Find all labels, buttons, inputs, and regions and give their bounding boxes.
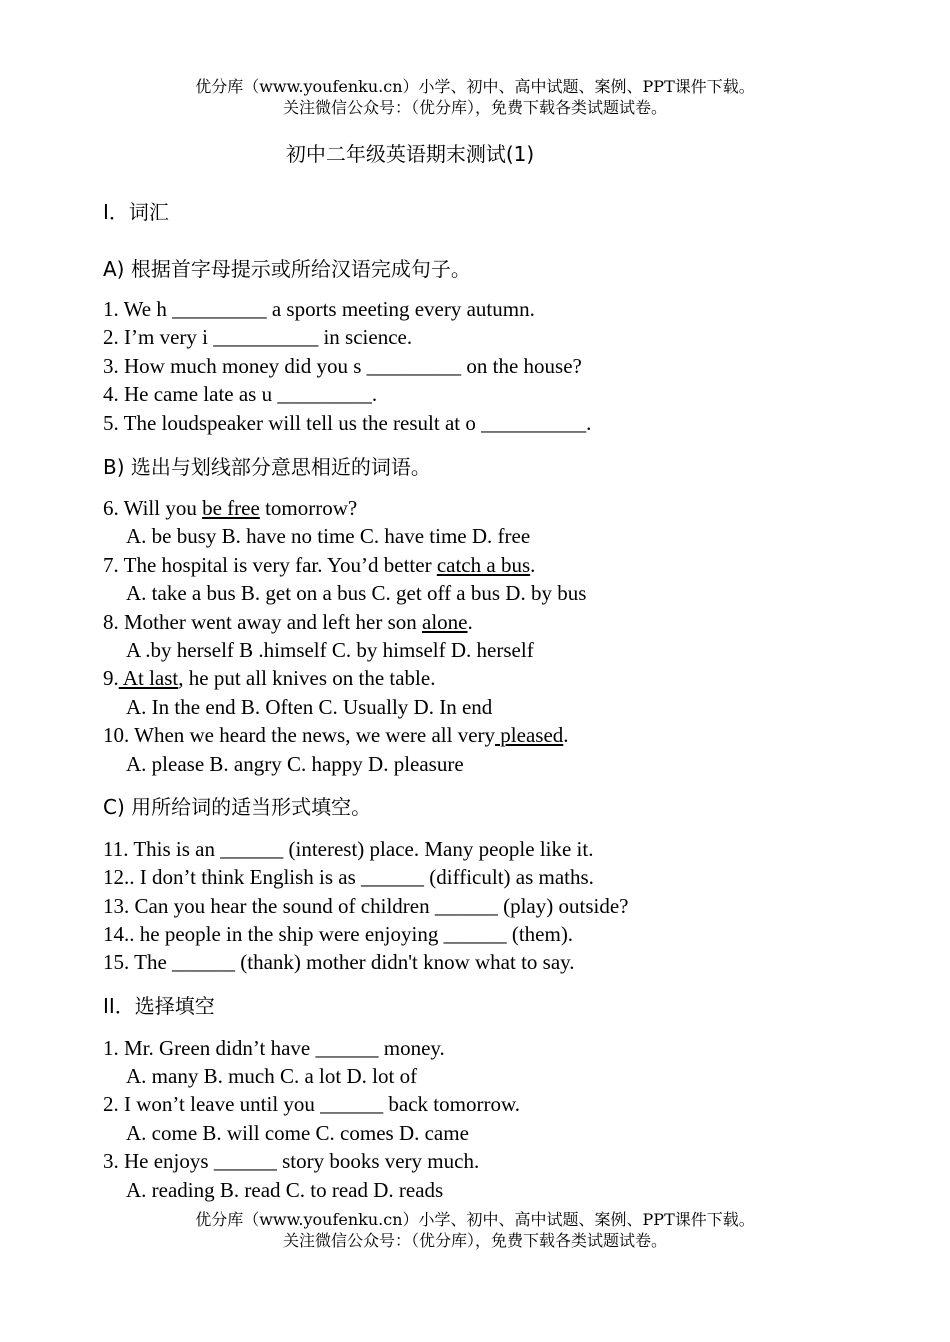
section-b-heading: B) 选出与划线部分意思相近的词语。: [103, 455, 431, 479]
question-8-options: A .by herself B .himself C. by himself D. herself: [126, 638, 534, 662]
question-text: 6. Will you: [103, 496, 203, 520]
question-10-options: A. please B. angry C. happy D. pleasure: [126, 752, 464, 776]
question-text: .: [467, 610, 473, 634]
question-7: [103, 552, 535, 578]
question-text: 7. The hospital is very far. You’d better: [103, 553, 437, 577]
section-c-heading: C) 用所给词的适当形式填空。: [103, 795, 372, 819]
question-text: 10. When we heard the news, we were all very: [103, 723, 496, 747]
underlined-phrase: be free: [202, 496, 260, 520]
question-11: 11. This is an ______ (interest) place. Many people like it.: [103, 837, 594, 861]
question-text: .: [563, 723, 569, 747]
mc-question-3: 3. He enjoys ______ story books very much.: [103, 1149, 480, 1173]
question-6: [103, 495, 357, 521]
question-7-options: A. take a bus B. get on a bus C. get off a bus D. by bus: [126, 581, 587, 605]
question-13: 13. Can you hear the sound of children ______ (play) outside?: [103, 894, 629, 918]
question-text: .: [530, 553, 536, 577]
header-line-2: 关注微信公众号：（优分库），免费下载各类试题试卷。: [282, 98, 667, 117]
mc-question-1-options: A. many B. much C. a lot D. lot of: [126, 1064, 418, 1088]
header-line-1: 优分库（www.youfenku.cn）小学、初中、高中试题、案例、PPT课件下载。: [195, 77, 755, 96]
footer-line-1: 优分库（www.youfenku.cn）小学、初中、高中试题、案例、PPT课件下载。: [195, 1210, 755, 1229]
question-15: 15. The ______ (thank) mother didn't know what to say.: [103, 950, 575, 974]
page-title: 初中二年级英语期末测试(1): [285, 142, 535, 166]
underlined-phrase: alone: [422, 610, 468, 634]
question-10: [103, 722, 569, 748]
question-3: 3. How much money did you s _________ on the house?: [103, 354, 582, 378]
underlined-phrase: pleased: [495, 723, 564, 747]
question-text: tomorrow?: [259, 496, 358, 520]
question-8: [103, 609, 473, 635]
mc-question-1: 1. Mr. Green didn’t have ______ money.: [103, 1036, 445, 1060]
question-12: 12.. I don’t think English is as ______ (difficult) as maths.: [103, 865, 594, 889]
underlined-phrase: catch a bus: [436, 553, 531, 577]
question-1: 1. We h _________ a sports meeting every autumn.: [103, 297, 535, 321]
footer-line-2: 关注微信公众号：（优分库），免费下载各类试题试卷。: [282, 1231, 667, 1250]
question-5: 5. The loudspeaker will tell us the result at o __________.: [103, 411, 592, 435]
question-9-options: A. In the end B. Often C. Usually D. In end: [126, 695, 493, 719]
part2-heading: II．选择填空: [103, 994, 215, 1018]
question-9: [103, 665, 435, 691]
question-text: 8. Mother went away and left her son: [103, 610, 422, 634]
question-4: 4. He came late as u _________.: [103, 382, 378, 406]
underlined-phrase: At last: [118, 666, 179, 690]
part1-heading: I．词汇: [103, 200, 169, 224]
question-text: 9.: [103, 666, 119, 690]
section-a-heading: A) 根据首字母提示或所给汉语完成句子。: [103, 257, 471, 281]
mc-question-2-options: A. come B. will come C. comes D. came: [126, 1121, 469, 1145]
question-2: 2. I’m very i __________ in science.: [103, 325, 413, 349]
mc-question-3-options: A. reading B. read C. to read D. reads: [126, 1178, 444, 1202]
question-6-options: A. be busy B. have no time C. have time D. free: [126, 524, 531, 548]
question-text: , he put all knives on the table.: [178, 666, 436, 690]
question-14: 14.. he people in the ship were enjoying ______ (them).: [103, 922, 574, 946]
mc-question-2: 2. I won’t leave until you ______ back tomorrow.: [103, 1092, 521, 1116]
